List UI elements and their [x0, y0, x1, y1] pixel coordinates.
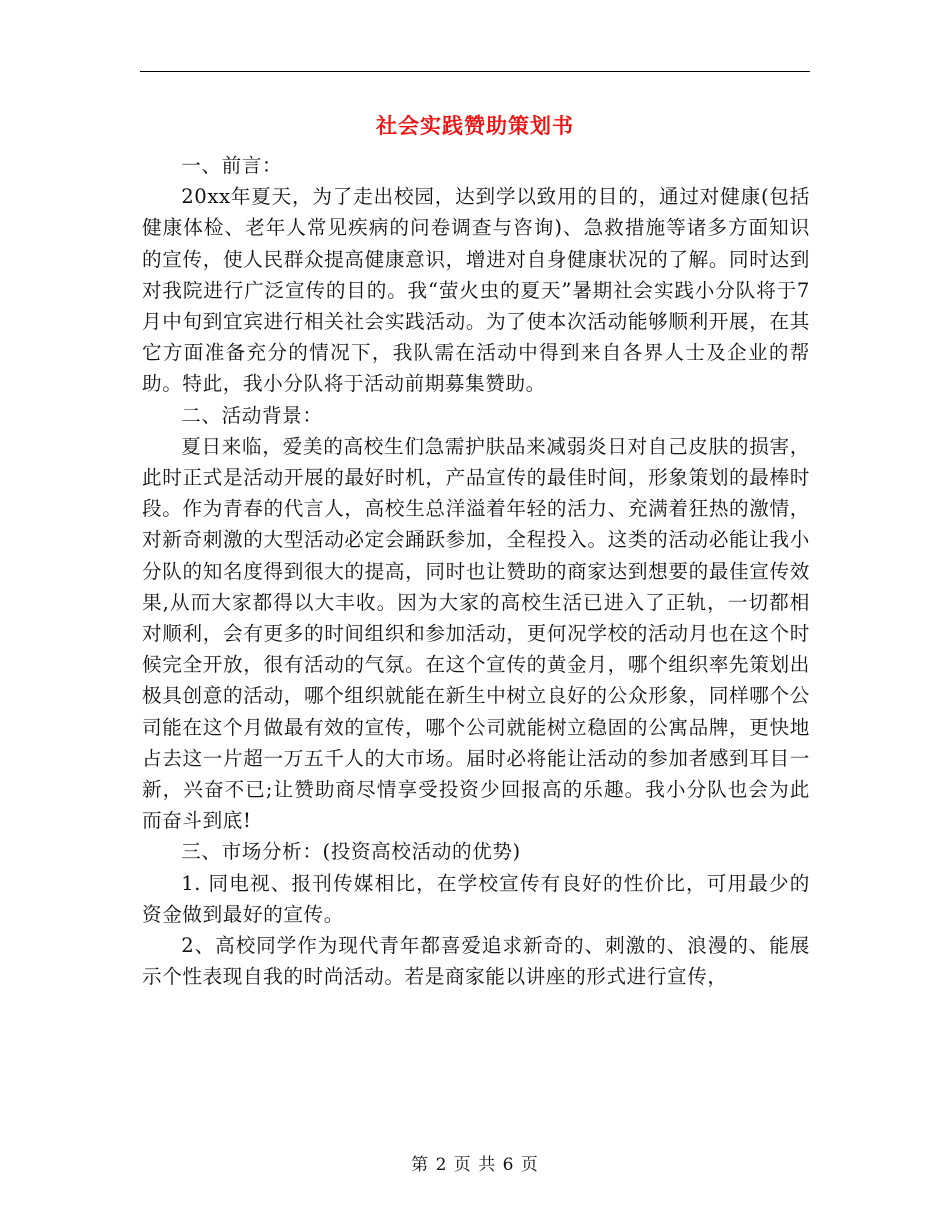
paragraph-background: 夏日来临，爱美的高校生们急需护肤品来减弱炎日对自己皮肤的损害，此时正式是活动开展的最好时机，产品宣传的最佳时间，形象策划的最棒时段。作为青春的代言人，高校生总洋溢着年轻的活力、充满着狂热的激情，对新奇刺激的大型活动必定会踊跃参加，全程投入。这类的活动必能让我小分队的知名度得到很大的提高，同时也让赞助的商家达到想要的最佳宣传效果,从而大家都得以大丰收。因为大家的高校生活已进入了正轨，一切都相对顺利，会有更多的时间组织和参加活动，更何况学校的活动月也在这个时候完全开放，很有活动的气氛。在这个宣传的黄金月，哪个组织率先策划出极具创意的活动，哪个组织就能在新生中树立良好的公众形象，同样哪个公司能在这个月做最有效的宣传，哪个公司就能树立稳固的公寓品牌，更快地占去这一片超一万五千人的大市场。届时必将能让活动的参加者感到耳目一新，兴奋不已;让赞助商尽情享受投资少回报高的乐趣。我小分队也会为此而奋斗到底! — [142, 434, 810, 833]
section-heading-background: 二、活动背景： — [181, 403, 323, 427]
section-heading-market-analysis: 三、市场分析：(投资高校活动的优势) — [181, 840, 521, 864]
paragraph-preface: 20xx年夏天，为了走出校园，达到学以致用的目的，通过对健康(包括健康体检、老年人常见疾病的问卷调查与咨询)、急救措施等诸多方面知识的宣传，使人民群众提高健康意识，增进对自身健康状况的了解。同时达到对我院进行广泛宣传的目的。我“萤火虫的夏天”暑期社会实践小分队将于7月中旬到宜宾进行相关社会实践活动。为了使本次活动能够顺利开展，在其它方面准备充分的情况下，我队需在活动中得到来自各界人士及企业的帮助。特此，我小分队将于活动前期募集赞助。 — [142, 185, 810, 396]
document-title: 社会实践赞助策划书 — [376, 113, 574, 138]
document-body — [142, 150, 810, 992]
paragraph-market-point-2: 2、高校同学作为现代青年都喜爱追求新奇的、刺激的、浪漫的、能展示个性表现自我的时尚活动。若是商家能以讲座的形式进行宣传， — [142, 934, 810, 989]
header-rule — [140, 71, 810, 72]
section-heading-preface: 一、前言： — [181, 154, 283, 177]
page-number: 第 2 页 共 6 页 — [411, 1155, 539, 1175]
paragraph-market-point-1: 1. 同电视、报刊传媒相比，在学校宣传有良好的性价比，可用最少的资金做到最好的宣传。 — [142, 871, 810, 926]
